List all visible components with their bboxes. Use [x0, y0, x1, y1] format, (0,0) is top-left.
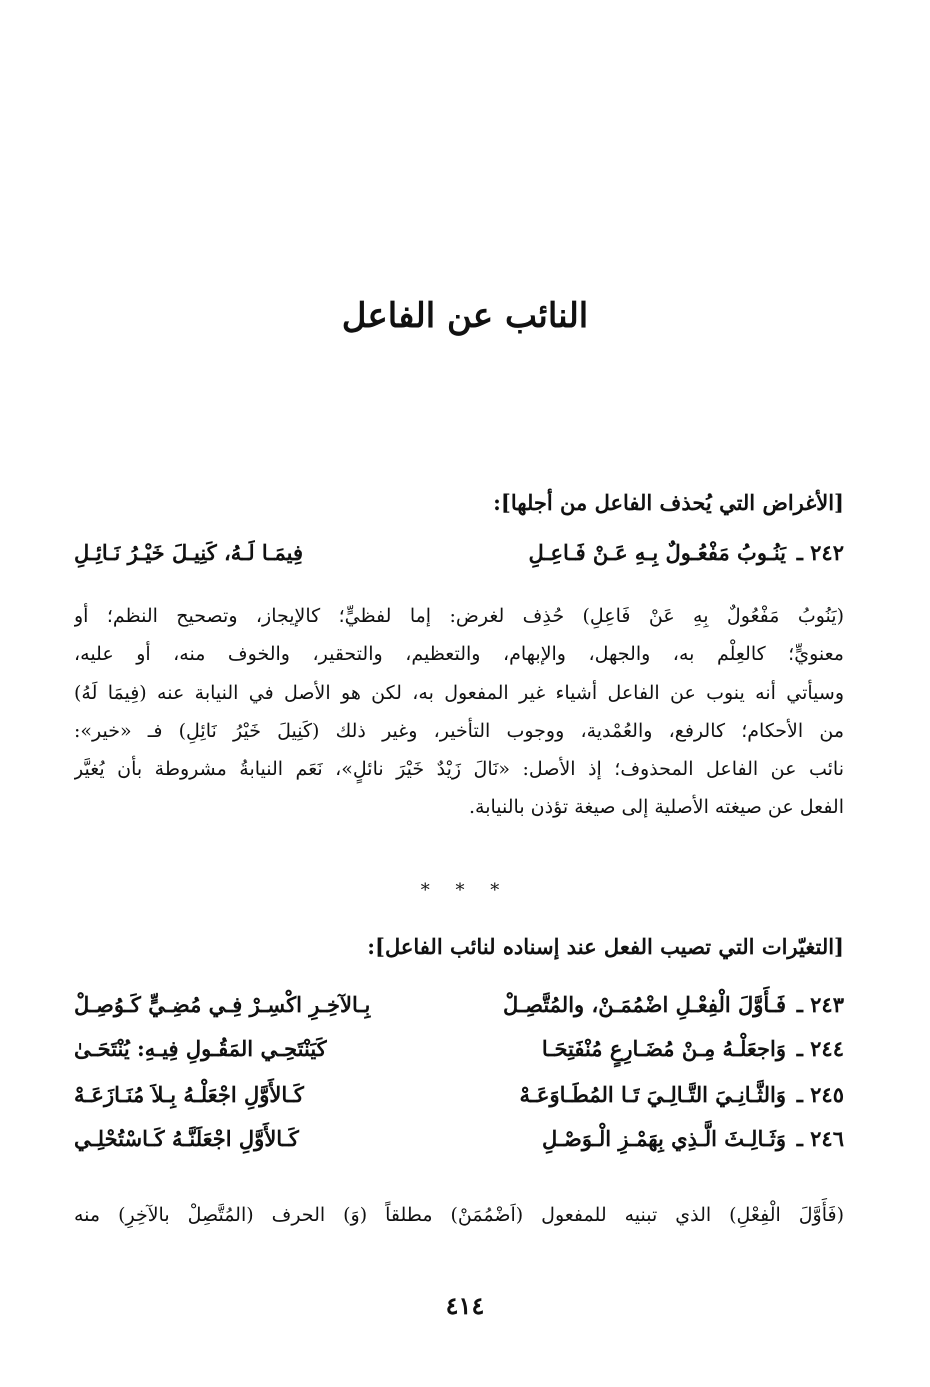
verse-hemistich-first: وَالثَّـانِـيَ التَّـالِـيَ تَـا المُطَـاوَعَـهْ	[519, 1082, 786, 1107]
verse-hemistich-second: فِيمَـا لَـهُ، كَنِيـلَ خَيْـرُ نَـائِـلِ	[74, 540, 303, 565]
verse-number: ٢٤٦ ـ	[796, 1126, 844, 1151]
section-separator: * * *	[420, 880, 510, 901]
section-heading-omission-reasons: [الأغراض التي يُحذف الفاعل من أجلها]:	[493, 490, 844, 515]
commentary-line: (يَنُوبُ مَفْعُولٌ بِهِ عَنْ فَاعِلِ) حُذِف لغرض: إما لفظيٍّ؛ كالإيجاز، وتصحيح النظم؛ أو	[74, 605, 844, 627]
commentary-line: الفعل عن صيغته الأصلية إلى صيغة تؤذن بالنيابة.	[469, 796, 844, 819]
commentary-line: من الأحكام؛ كالرفع، والعُمْدية، ووجوب التأخير، وغير ذلك (كَنِيلَ خَيْرُ نَائِلِ) فـ «خير»:	[74, 719, 844, 742]
verse-hemistich-first: وَثَـالِـثَ الَّـذِي بِهَمْـزِ الْـوَصْـلِ	[541, 1126, 786, 1151]
verse-number: ٢٤٣ ـ	[796, 992, 844, 1017]
section-heading-verb-changes: [التغيّرات التي تصيب الفعل عند إسناده لنائب الفاعل]:	[367, 934, 844, 959]
commentary-line: وسيأتي أنه ينوب عن الفاعل أشياء غير المفعول به، لكن هو الأصل في النيابة عنه (فِيمَا لَهُ)	[74, 681, 844, 704]
commentary-paragraph-2	[74, 1196, 844, 1234]
verse-243	[74, 992, 844, 1032]
verse-number: ٢٤٥ ـ	[796, 1082, 844, 1107]
page-number: ٤١٤	[445, 1291, 485, 1320]
verse-hemistich-second: كَـالأَوَّلِ اجْعَلْـهُ بِـلاَ مُنَـازَعَـهْ	[74, 1082, 304, 1107]
verse-242	[74, 540, 844, 580]
verse-number: ٢٤٢ ـ	[796, 540, 844, 565]
verse-hemistich-first: فَـأَوَّلَ الْفِعْـلِ اضْمُمَـنْ، والمُتَّصِـلْ	[503, 992, 786, 1017]
commentary-paragraph-1	[74, 597, 844, 827]
commentary-line: معنويٍّ؛ كالعِلْم به، والجهل، والإبهام، والتعظيم، والتحقير، والخوف منه، أو عليه،	[74, 643, 844, 666]
verse-hemistich-first: وَاجعَلْـهُ مِـنْ مُضَـارِعٍ مُنْفَتِحَـا	[541, 1036, 786, 1061]
verse-hemistich-second: كَيَنْتَحِـي المَقُـولِ فِيـهِ: يُنْتَحَـىٰ	[74, 1036, 327, 1061]
verse-246	[74, 1126, 844, 1166]
commentary-line: (فَأَوَّلَ الْفِعْلِ) الذي تبنيه للمفعول (اَضْمُمَنْ) مطلقاً (وَ) الحرف (المُتَّصِلْ بالآخِرِ) منه	[74, 1204, 844, 1226]
verse-number: ٢٤٤ ـ	[796, 1036, 844, 1061]
commentary-line: نائب عن الفاعل المحذوف؛ إذ الأصل: «نَالَ زَيْدٌ خَيْرَ نائلٍ»، نَعَم النيابةُ مشروطة بأن يُغيَّر	[74, 758, 844, 781]
verse-hemistich-first: يَنُـوبُ مَفْعُـولٌ بِـهِ عَـنْ فَـاعِـلِ	[528, 540, 786, 565]
verse-hemistich-second: كَـالأَوَّلِ اجْعَلَنَّـهُ كَـاسْتُحْلِـي	[74, 1126, 299, 1151]
verse-245	[74, 1082, 844, 1122]
chapter-title: النائب عن الفاعل	[341, 296, 589, 336]
verse-hemistich-second: بِـالآخِـرِ اكْسِـرْ فِـي مُضِـيٍّ كَـوُصِـلْ	[74, 992, 371, 1017]
verse-244	[74, 1036, 844, 1076]
